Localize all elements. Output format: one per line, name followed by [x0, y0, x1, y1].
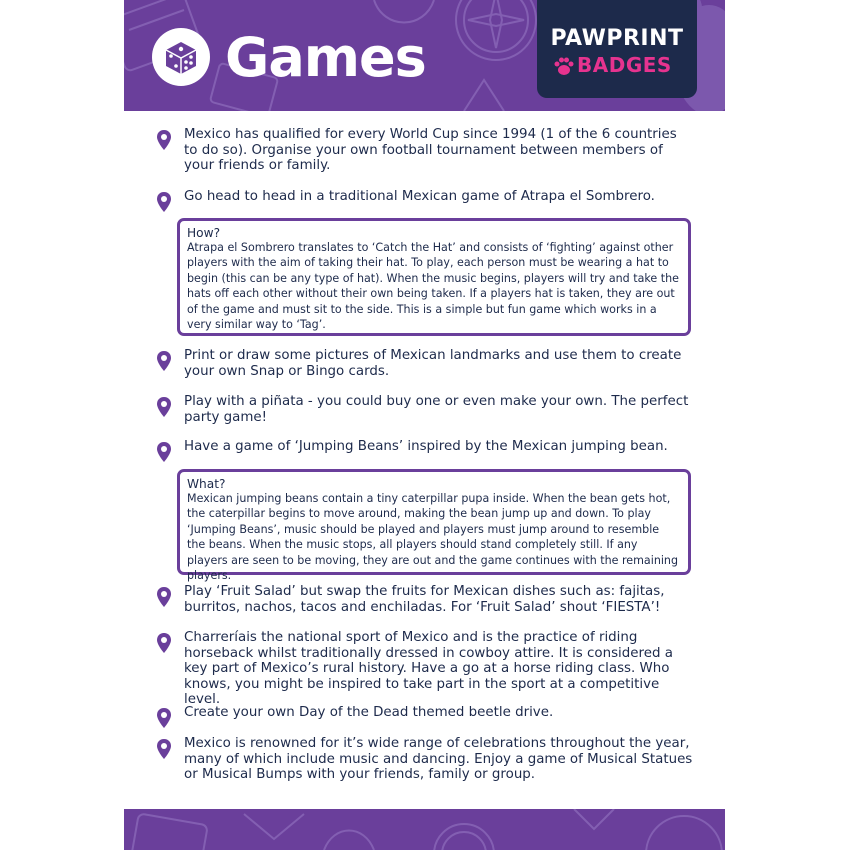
dice-icon: [152, 28, 210, 86]
box-heading: How?: [187, 226, 221, 240]
paw-icon: [553, 56, 575, 76]
item-text: Go head to head in a traditional Mexican game of Atrapa el Sombrero.: [184, 189, 655, 204]
footer-banner: [124, 809, 725, 850]
activity-sheet: [124, 0, 725, 850]
map-pin-icon: [156, 396, 172, 418]
item-text: Have a game of ‘Jumping Beans’ inspired by the Mexican jumping bean.: [184, 439, 668, 454]
map-pin-icon: [156, 441, 172, 463]
item-text: Play with a piñata - you could buy one or even make your own. The perfect party game!: [184, 394, 689, 425]
map-pin-icon: [156, 350, 172, 372]
box-body: Atrapa el Sombrero translates to ‘Catch the Hat’ and consists of ‘fighting’ against other players with the aim of taking their hat. To play, each person must be wearing a hat to begin (this can be any type of hat). When the music begins, players will try and take the hats off each other without their own being taken. If a players hat is taken, they are out of the game and must sit to the side. This is a simple but fun game which works in a very similar way to ‘Tag’.: [187, 241, 679, 332]
item-text: Charreríais the national sport of Mexico and is the practice of riding horseback whilst traditionally dressed in cowboy attire. It is considered a key part of Mexico’s rural history. Have a go at a horse riding class. Who knows, you might be inspired to take part in the sport at a competitive level.: [184, 630, 673, 708]
map-pin-icon: [156, 738, 172, 760]
what-info-box: [177, 469, 691, 583]
item-text: Play ‘Fruit Salad’ but swap the fruits for Mexican dishes such as: fajitas, burritos, nachos, tacos and enchiladas. For ‘Fruit Salad’ shout ‘FIESTA’!: [184, 584, 665, 615]
map-pin-icon: [156, 586, 172, 608]
item-text: Mexico has qualified for every World Cup since 1994 (1 of the 6 countries to do so). Organise your own football tournament between members of your friends or family.: [184, 127, 677, 174]
box-body: Mexican jumping beans contain a tiny caterpillar pupa inside. When the bean gets hot, the caterpillar begins to move around, making the bean jump up and down. To play ‘Jumping Beans’, music should be played and players must jump around to resemble the beans. When the music stops, all players should stand completely still. If any players are seen to be moving, they are out and the game continues with the remaining players.: [187, 492, 679, 583]
map-pin-icon: [156, 632, 172, 654]
logo-line1: PAWPRINT: [550, 26, 684, 51]
logo-line2: BADGES: [577, 53, 672, 77]
map-pin-icon: [156, 191, 172, 213]
map-pin-icon: [156, 129, 172, 151]
dice-badge: [152, 28, 210, 86]
item-text: Mexico is renowned for it’s wide range of celebrations throughout the year, many of which include music and dancing. Enjoy a game of Musical Statues or Musical Bumps with your friends, family or group.: [184, 736, 693, 783]
item-text: Print or draw some pictures of Mexican landmarks and use them to create your own Snap or Bingo cards.: [184, 348, 682, 379]
map-pin-icon: [156, 707, 172, 729]
item-text: Create your own Day of the Dead themed beetle drive.: [184, 705, 554, 720]
page-title: Games: [225, 26, 426, 89]
pawprint-badges-logo: [537, 0, 697, 98]
header-banner: [124, 0, 725, 111]
travel-doodles-decoration: [124, 809, 725, 850]
box-heading: What?: [187, 477, 226, 491]
how-info-box: [177, 218, 691, 336]
